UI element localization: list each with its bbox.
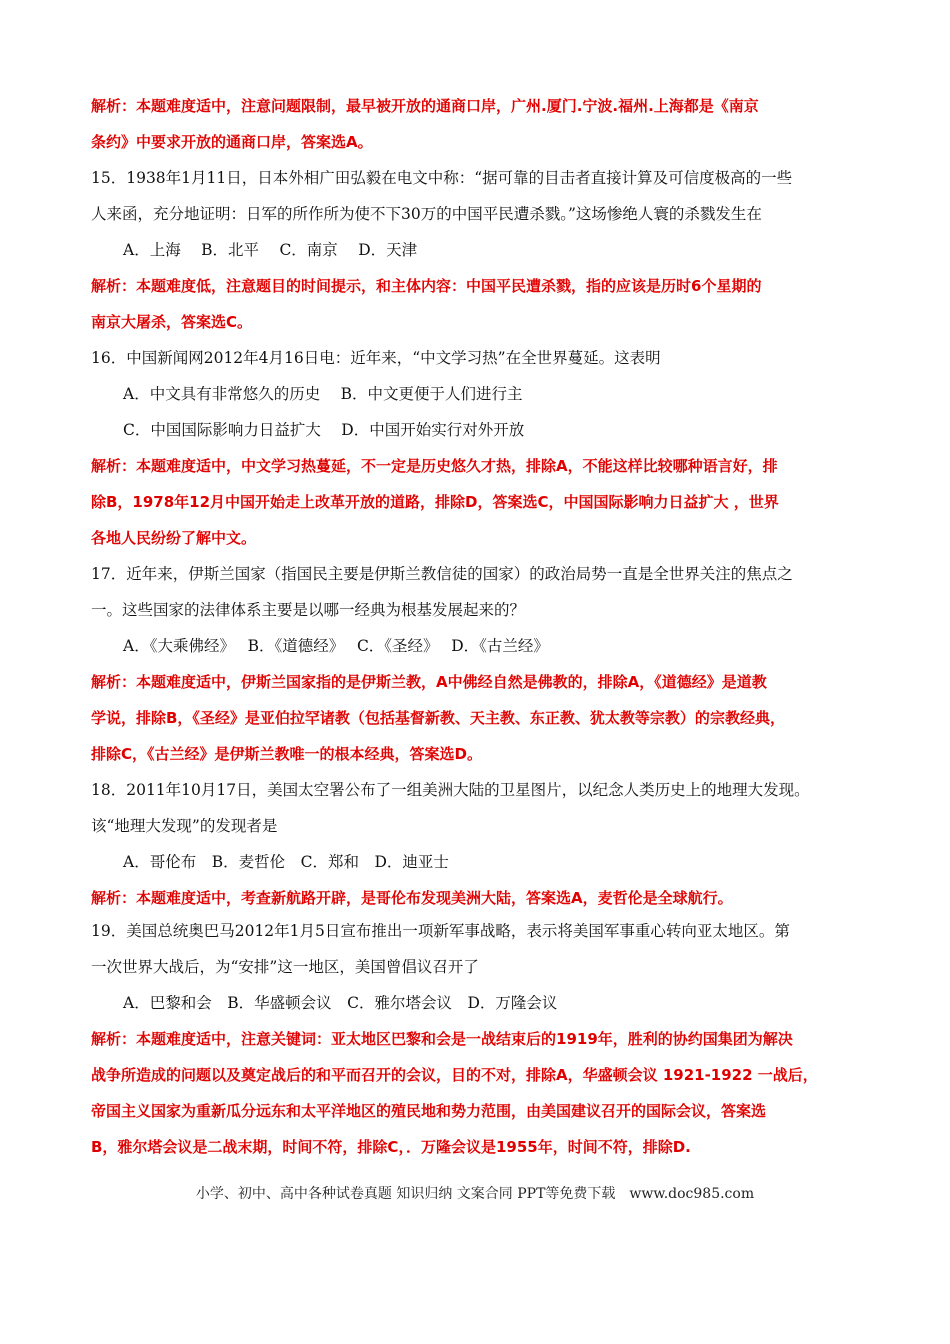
answer-options-line: A．《大乘佛经》 B．《道德经》 C．《圣经》 D．《古兰经》 bbox=[123, 637, 549, 655]
answer-options-line: A．中文具有非常悠久的历史 B．中文更便于人们进行主 bbox=[123, 385, 523, 403]
question-line: 15．1938年1月11日，日本外相广田弘毅在电文中称：“据可靠的目击者直接计算及可信度极高的一些 bbox=[91, 169, 793, 187]
answer-explanation-line: 解析：本题难度适中，注意问题限制，最早被开放的通商口岸，广州.厦门.宁波.福州.上海都是《南京 bbox=[91, 97, 759, 115]
answer-explanation-line: 帝国主义国家为重新瓜分远东和太平洋地区的殖民地和势力范围，由美国建议召开的国际会议，答案选 bbox=[91, 1102, 767, 1120]
question-line: 19．美国总统奥巴马2012年1月5日宣布推出一项新军事战略，表示将美国军事重心转向亚太地区。第 bbox=[91, 922, 790, 940]
answer-options-line: C．中国国际影响力日益扩大 D．中国开始实行对外开放 bbox=[123, 421, 525, 439]
answer-explanation-line: 学说，排除B，《圣经》是亚伯拉罕诸教（包括基督新教、天主教、东正教、犹太教等宗教）的宗教经典， bbox=[91, 709, 785, 727]
answer-explanation-line: 解析：本题难度适中，伊斯兰国家指的是伊斯兰教，A中佛经自然是佛教的，排除A，《道德经》是道教 bbox=[91, 673, 767, 691]
answer-explanation-line: 排除C，《古兰经》是伊斯兰教唯一的根本经典，答案选D。 bbox=[91, 745, 482, 763]
question-line: 17．近年来，伊斯兰国家（指国民主要是伊斯兰教信徒的国家）的政治局势一直是全世界关注的焦点之 bbox=[91, 565, 793, 583]
question-line: 人来函，充分地证明：日军的所作所为使不下30万的中国平民遭杀戮。”这场惨绝人寰的杀戮发生在 bbox=[91, 205, 762, 223]
question-line: 18．2011年10月17日，美国太空署公布了一组美洲大陆的卫星图片，以纪念人类历史上的地理大发现。 bbox=[91, 781, 810, 799]
answer-explanation-line: 各地人民纷纷了解中文。 bbox=[91, 529, 257, 547]
answer-explanation-line: 除B，1978年12月中国开始走上改革开放的道路，排除D，答案选C，中国国际影响力日益扩大 ，世界 bbox=[91, 493, 779, 511]
answer-options-line: A．巴黎和会 B．华盛顿会议 C．雅尔塔会议 D．万隆会议 bbox=[123, 994, 558, 1012]
question-line: 一。这些国家的法律体系主要是以哪一经典为根基发展起来的？ bbox=[91, 601, 526, 619]
answer-explanation-line: B，雅尔塔会议是二战末期，时间不符，排除C，．万隆会议是1955年，时间不符，排除D. bbox=[91, 1138, 691, 1156]
answer-explanation-line: 条约》中要求开放的通商口岸，答案选A。 bbox=[91, 133, 373, 151]
answer-explanation-line: 解析：本题难度适中，考查新航路开辟，是哥伦布发现美洲大陆，答案选A，麦哲伦是全球航行。 bbox=[91, 889, 733, 907]
page-footer: 小学、初中、高中各种试卷真题 知识归纳 文案合同 PPT等免费下载 www.doc985.com bbox=[195, 1186, 755, 1202]
answer-explanation-line: 战争所造成的问题以及奠定战后的和平而召开的会议，目的不对，排除A，华盛顿会议 1921-1922 一战后， bbox=[91, 1066, 818, 1084]
answer-explanation-line: 解析：本题难度适中，注意关键词：亚太地区巴黎和会是一战结束后的1919年，胜利的协约国集团为解决 bbox=[91, 1030, 793, 1048]
question-line: 该“地理大发现”的发现者是 bbox=[91, 817, 278, 835]
answer-explanation-line: 解析：本题难度适中，中文学习热蔓延，不一定是历史悠久才热，排除A，不能这样比较哪种语言好，排 bbox=[91, 457, 778, 475]
question-line: 一次世界大战后，为“安排”这一地区，美国曾倡议召开了 bbox=[91, 958, 479, 976]
answer-options-line: A．哥伦布 B．麦哲伦 C．郑和 D．迪亚士 bbox=[123, 853, 449, 871]
answer-options-line: A．上海 B．北平 C．南京 D．天津 bbox=[123, 241, 418, 259]
answer-explanation-line: 南京大屠杀，答案选C。 bbox=[91, 313, 253, 331]
answer-explanation-line: 解析：本题难度低，注意题目的时间提示，和主体内容：中国平民遭杀戮，指的应该是历时6个星期的 bbox=[91, 277, 762, 295]
question-line: 16．中国新闻网2012年4月16日电：近年来，“中文学习热”在全世界蔓延。这表明 bbox=[91, 349, 661, 367]
